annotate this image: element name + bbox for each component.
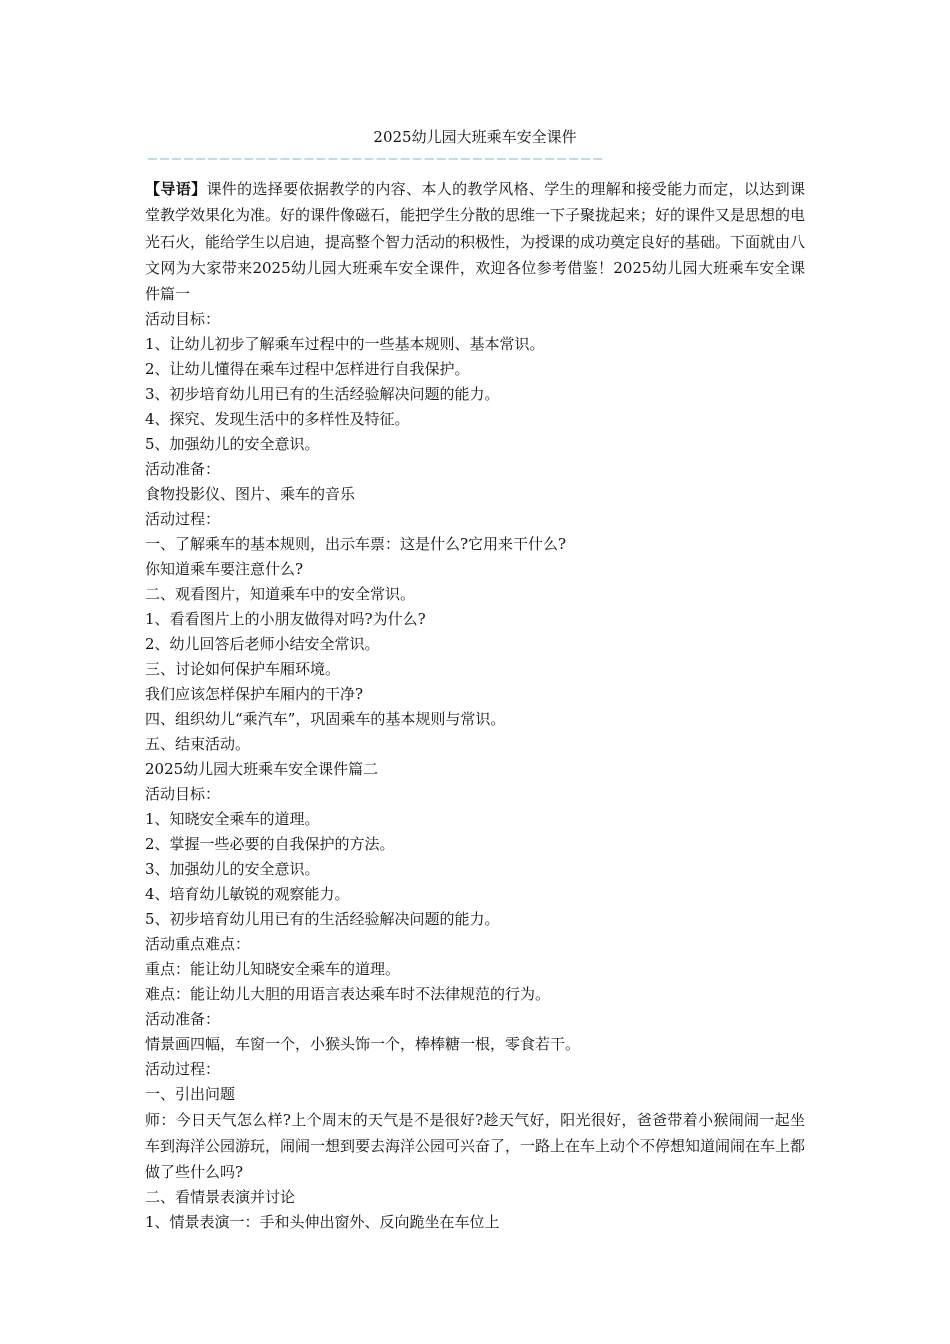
intro-text: 课件的选择要依据教学的内容、本人的教学风格、学生的理解和接受能力而定，以达到课堂教学效果化为准。好的课件像磁石，能把学生分散的思维一下子聚拢起来；好的课件又是思想的电光石火，能给学生以启迪，提高整个智力活动的积极性，为授课的成功奠定良好的基础。下面就由八文网为大家带来2025幼儿园大班乘车安全课件，欢迎各位参考借鉴！2025幼儿园大班乘车安全课件篇一 [145, 180, 806, 304]
intro-paragraph [145, 176, 805, 307]
text-line: 2、掌握一些必要的自我保护的方法。 [145, 835, 395, 854]
text-line: 活动过程： [145, 1060, 221, 1079]
text-line: 1、看看图片上的小朋友做得对吗?为什么? [145, 610, 426, 629]
text-line: 活动目标： [145, 785, 221, 804]
text-line: 三、讨论如何保护车厢环境。 [145, 660, 341, 679]
text-line: 我们应该怎样保护车厢内的干净? [145, 685, 364, 704]
text-line: 情景画四幅，车窗一个，小猴头饰一个，棒棒糖一根，零食若干。 [145, 1035, 581, 1054]
text-line: 一、引出问题 [145, 1085, 236, 1104]
text-line: 2、幼儿回答后老师小结安全常识。 [145, 635, 380, 654]
text-line: 3、初步培育幼儿用已有的生活经验解决问题的能力。 [145, 385, 500, 404]
text-line: 一、了解乘车的基本规则，出示车票：这是什么?它用来干什么? [145, 535, 567, 554]
text-line: 你知道乘车要注意什么? [145, 560, 304, 579]
text-line: 1、让幼儿初步了解乘车过程中的一些基本规则、基本常识。 [145, 335, 545, 354]
text-line: 2、让幼儿懂得在乘车过程中怎样进行自我保护。 [145, 360, 470, 379]
text-line: 活动过程： [145, 510, 221, 529]
text-line: 二、看情景表演并讨论 [145, 1188, 296, 1207]
text-line: 4、培育幼儿敏锐的观察能力。 [145, 885, 350, 904]
intro-label: 【导语】 [145, 180, 207, 198]
document-title: 2025幼儿园大班乘车安全课件 [373, 128, 577, 146]
text-line: 活动目标： [145, 310, 221, 329]
text-line: 5、加强幼儿的安全意识。 [145, 435, 320, 454]
document-body [145, 176, 805, 1235]
text-line: 食物投影仪、图片、乘车的音乐 [145, 485, 356, 504]
text-line: 五、结束活动。 [145, 735, 251, 754]
text-line: 1、知晓安全乘车的道理。 [145, 810, 320, 829]
text-line: 活动重点难点： [145, 935, 251, 954]
text-line: 4、探究、发现生活中的多样性及特征。 [145, 410, 410, 429]
text-line: 3、加强幼儿的安全意识。 [145, 860, 320, 879]
text-line: 5、初步培育幼儿用已有的生活经验解决问题的能力。 [145, 910, 500, 929]
text-line: 活动准备： [145, 1010, 221, 1029]
story-paragraph: 师：今日天气怎么样?上个周末的天气是不是很好?趁天气好，阳光很好，爸爸带着小猴闹闹一起坐车到海洋公园游玩，闹闹一想到要去海洋公园可兴奋了，一路上在车上动个不停想知道闹闹在车上都做了些什么吗? [145, 1111, 806, 1182]
text-line: 重点：能让幼儿知晓安全乘车的道理。 [145, 960, 401, 979]
text-line: 1、情景表演一：手和头伸出窗外、反向跪坐在车位上 [145, 1213, 500, 1232]
text-line: 活动准备： [145, 460, 221, 479]
text-line: 难点：能让幼儿大胆的用语言表达乘车时不法律规范的行为。 [145, 985, 551, 1004]
section-heading: 2025幼儿园大班乘车安全课件篇二 [145, 760, 379, 779]
text-line: 二、观看图片，知道乘车中的安全常识。 [145, 585, 416, 604]
title-divider: —————————————————————————————————————— [148, 150, 606, 166]
text-line: 四、组织幼儿“乘汽车”，巩固乘车的基本规则与常识。 [145, 710, 506, 729]
